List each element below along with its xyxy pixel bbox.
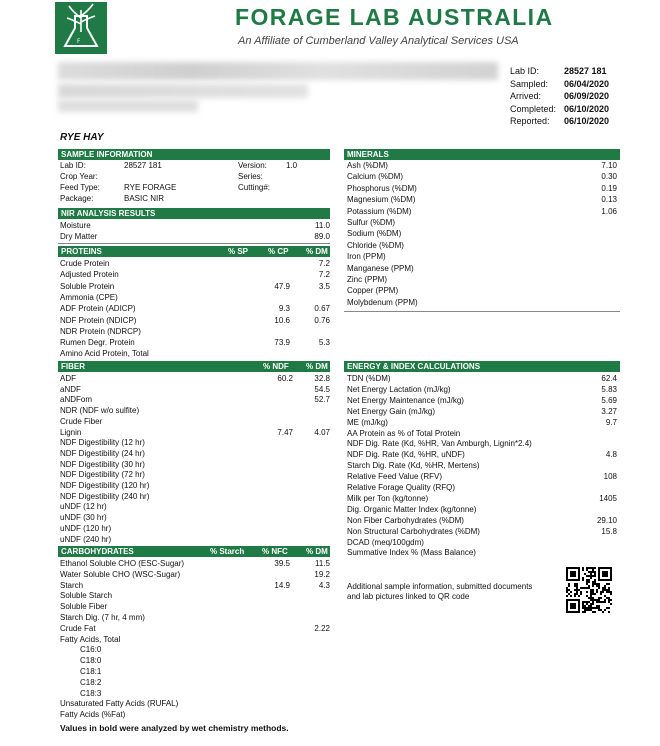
row-label: uNDF (240 hr): [60, 534, 112, 544]
table-row: [347, 373, 619, 384]
row-label: Starch: [60, 580, 84, 590]
table-row: [347, 160, 619, 171]
svg-text:F: F: [77, 38, 81, 45]
row-label: aNDFom: [60, 395, 93, 405]
row-value: 108: [603, 472, 617, 482]
row-label: Net Energy Lactation (mJ/kg): [347, 384, 451, 394]
table-row: [347, 274, 619, 285]
row-label: Fatty Acids (%Fat): [60, 710, 126, 720]
row-label: uNDF (12 hr): [60, 502, 107, 512]
brand-title: FORAGE LAB AUSTRALIA: [235, 4, 554, 30]
row-label: Ethanol Soluble CHO (ESC-Sugar): [60, 559, 185, 568]
row-label: ADF: [60, 374, 76, 383]
meta-value: 06/09/2020: [564, 91, 610, 101]
row-label: Zinc (PPM): [347, 275, 387, 284]
meta-row: [510, 91, 609, 101]
table-row: [347, 240, 619, 251]
row-value-ndf: 7.47: [277, 427, 293, 437]
table-row: [60, 580, 330, 591]
row-value-dm: 2.22: [314, 623, 330, 633]
row-value: 0.13: [601, 195, 617, 205]
row-value-dm: 0.76: [314, 315, 330, 325]
table-row: [60, 315, 330, 326]
row-value: 1405: [599, 493, 617, 503]
table-row: [60, 373, 330, 384]
row-value-nfc: 39.5: [274, 559, 290, 568]
table-row: [60, 623, 330, 634]
row-value-cp: 73.9: [274, 338, 290, 348]
row-label: Soluble Starch: [60, 591, 113, 601]
row-label: C18:0: [80, 656, 102, 666]
row-label: NDF Digestibility (240 hr): [60, 491, 150, 501]
row-label: Manganese (PPM): [347, 263, 414, 273]
row-value-dm: 0.67: [314, 304, 330, 314]
table-row: [347, 406, 619, 417]
table-row: [60, 523, 330, 534]
row-label: Ammonia (CPE): [60, 292, 118, 302]
row-label: Relative Forage Quality (RFQ): [347, 483, 456, 492]
table-row: [60, 634, 330, 645]
row-label: Crude Fat: [60, 623, 96, 633]
row-label: Moisture: [60, 221, 91, 230]
table-row: [347, 217, 619, 228]
meta-label: Lab ID:: [510, 66, 540, 76]
row-value-dm: 3.5: [318, 281, 330, 291]
table-row: [347, 194, 619, 205]
table-row: [60, 501, 330, 512]
table-row: [60, 459, 330, 470]
row-value: 4.8: [605, 450, 617, 460]
row-label: Fatty Acids, Total: [60, 634, 121, 644]
row-value: 15.8: [601, 526, 617, 536]
meta-row: [510, 104, 609, 114]
row-value-cp: 9.3: [278, 304, 290, 314]
row-label: DCAD (meq/100gdm): [347, 537, 424, 547]
table-row: [60, 666, 330, 677]
row-value-dm: 19.2: [314, 569, 330, 579]
row-value: 9.7: [605, 417, 617, 427]
row-label: Rumen Degr. Protein: [60, 338, 135, 348]
table-row: [347, 460, 619, 471]
table-row: [347, 384, 619, 395]
row-label: Unsaturated Fatty Acids (RUFAL): [60, 699, 179, 709]
row-value: 89.0: [314, 232, 330, 241]
table-row: [60, 258, 330, 269]
row-value-dm: 7.2: [318, 259, 330, 268]
row-label: Amino Acid Protein, Total: [60, 349, 149, 359]
sample-info-header: SAMPLE INFORMATION: [58, 149, 330, 160]
table-row: [60, 416, 330, 427]
redacted-client-address: [58, 84, 308, 98]
sample-info-row: Crop Year: Series:: [60, 172, 263, 181]
table-row: [60, 644, 330, 655]
row-value-cp: 47.9: [274, 281, 290, 291]
row-value: 1.06: [601, 206, 617, 216]
table-row: [347, 171, 619, 182]
meta-row: [510, 116, 609, 126]
table-row: [60, 655, 330, 666]
row-label: Sulfur (%DM): [347, 218, 396, 227]
row-label: Non Structural Carbohydrates (%DM): [347, 526, 480, 536]
table-row: [60, 281, 330, 292]
table-row: [347, 471, 619, 482]
row-label: Starch Dig. (7 hr, 4 mm): [60, 613, 145, 622]
table-row: [347, 449, 619, 460]
row-label: aNDF: [60, 384, 81, 394]
row-value: 5.69: [601, 395, 617, 405]
row-value-dm: 32.8: [314, 374, 330, 383]
row-label: Net Energy Gain (mJ/kg): [347, 406, 436, 416]
row-label: AA Protein as % of Total Protein: [347, 428, 461, 438]
table-row: [347, 526, 619, 537]
sample-title: RYE HAY: [60, 132, 104, 143]
row-label: NDF Digestibility (120 hr): [60, 481, 150, 490]
row-label: Molybdenum (PPM): [347, 297, 418, 307]
row-value-dm: 4.3: [318, 580, 330, 590]
row-value-dm: 52.7: [314, 395, 330, 405]
row-label: uNDF (30 hr): [60, 513, 107, 523]
table-row: [60, 688, 330, 699]
row-label: NDF Protein (NDICP): [60, 315, 137, 325]
table-row: [60, 590, 330, 601]
row-label: Magnesium (%DM): [347, 195, 416, 205]
row-label: C18:3: [80, 688, 102, 698]
affiliate-line: An Affiliate of Cumberland Valley Analytical Services USA: [238, 35, 519, 47]
table-row: [347, 263, 619, 274]
table-row: [60, 326, 330, 337]
table-row: [60, 292, 330, 303]
row-label: Summative Index % (Mass Balance): [347, 548, 476, 558]
row-label: NDF Digestibility (30 hr): [60, 459, 145, 469]
table-row: [60, 480, 330, 491]
row-label: Starch Dig. Rate (Kd, %HR, Mertens): [347, 461, 480, 471]
row-label: Phosphorus (%DM): [347, 183, 417, 193]
row-divider: [58, 243, 330, 244]
meta-value: 06/10/2020: [564, 116, 610, 126]
table-row: [347, 547, 619, 558]
row-label: C18:2: [80, 677, 102, 687]
table-row: [60, 231, 330, 242]
table-row: [60, 448, 330, 459]
table-row: [60, 427, 330, 438]
table-row: [60, 348, 330, 359]
table-row: [347, 493, 619, 504]
table-row: [60, 220, 330, 231]
table-row: [347, 285, 619, 296]
row-value: 0.30: [601, 172, 617, 182]
table-row: [60, 558, 330, 569]
row-label: NDF Digestibility (12 hr): [60, 438, 145, 448]
row-label: Relative Feed Value (RFV): [347, 472, 442, 482]
table-row: [347, 395, 619, 406]
row-value: 11.0: [315, 221, 330, 230]
row-value: 3.27: [601, 406, 617, 416]
table-row: [60, 384, 330, 395]
table-row: [347, 206, 619, 217]
row-value-dm: 4.07: [314, 427, 330, 437]
meta-value: 06/10/2020: [564, 103, 610, 114]
row-label: NDR (NDF w/o sulfite): [60, 406, 140, 416]
table-row: [60, 534, 330, 545]
row-label: Copper (PPM): [347, 286, 399, 296]
table-row: [60, 491, 330, 502]
row-label: NDF Dig. Rate (Kd, %HR, Van Amburgh, Lignin*2.4): [347, 439, 532, 449]
row-value-dm: 11.5: [315, 559, 330, 568]
table-row: [347, 428, 619, 439]
row-label: Lignin: [60, 427, 82, 437]
table-row: [60, 394, 330, 405]
meta-value: 06/04/2020: [564, 78, 610, 89]
footnote: Values in bold were analyzed by wet chemistry methods.: [60, 723, 289, 733]
flask-plant-icon: [55, 2, 107, 54]
row-value-nfc: 14.9: [274, 580, 290, 590]
table-row: [60, 269, 330, 280]
fiber-header: FIBER % NDF % DM: [58, 361, 330, 372]
table-row: [347, 438, 619, 449]
row-value: 62.4: [601, 374, 617, 383]
table-row: [347, 297, 619, 308]
row-label: Chloride (%DM): [347, 240, 404, 250]
row-value-dm: 7.2: [318, 270, 330, 280]
row-label: Adjusted Protein: [60, 270, 119, 280]
meta-label: Sampled:: [510, 78, 549, 89]
table-row: [60, 569, 330, 580]
row-label: Dry Matter: [60, 232, 98, 241]
row-label: Crude Protein: [60, 259, 110, 268]
qr-code-icon[interactable]: [566, 567, 612, 613]
meta-row: [510, 66, 607, 76]
row-value-cp: 10.6: [274, 315, 290, 325]
table-row: [347, 537, 619, 548]
sample-info-row: Feed Type: RYE FORAGE Cutting#:: [60, 183, 271, 192]
table-row: [60, 677, 330, 688]
row-label: Water Soluble CHO (WSC-Sugar): [60, 569, 181, 579]
row-label: NDF Dig. Rate (Kd, %HR, uNDF): [347, 450, 465, 460]
table-row: [347, 482, 619, 493]
table-row: [60, 512, 330, 523]
redacted-client-name: [58, 62, 498, 80]
row-label: NDF Digestibility (24 hr): [60, 448, 145, 458]
row-label: NDF Digestibility (72 hr): [60, 470, 145, 480]
row-label: ADF Protein (ADICP): [60, 304, 136, 314]
table-row: [60, 337, 330, 348]
table-row: [347, 251, 619, 262]
row-label: C18:1: [80, 667, 102, 676]
table-row: [347, 417, 619, 428]
row-label: Ash (%DM): [347, 161, 388, 170]
row-label: Crude Fiber: [60, 416, 103, 426]
minerals-header: MINERALS: [344, 149, 620, 160]
table-row: [60, 601, 330, 612]
redacted-client-address: [58, 100, 198, 112]
row-label: Soluble Protein: [60, 281, 115, 291]
row-label: Dig. Organic Matter Index (kg/tonne): [347, 504, 477, 514]
row-label: Non Fiber Carbohydrates (%DM): [347, 515, 464, 525]
proteins-header: PROTEINS % SP % CP % DM: [58, 246, 330, 257]
table-row: [347, 183, 619, 194]
table-row: [60, 405, 330, 416]
row-label: NDR Protein (NDRCP): [60, 326, 141, 336]
row-label: Soluble Fiber: [60, 602, 108, 612]
meta-value: 28527 181: [564, 66, 607, 76]
meta-label: Completed:: [510, 103, 557, 114]
table-row: [60, 698, 330, 709]
row-value: 5.83: [601, 384, 617, 394]
meta-label: Reported:: [510, 116, 550, 126]
table-row: [347, 228, 619, 239]
nir-results-header: NIR ANALYSIS RESULTS: [58, 208, 330, 219]
carbohydrates-header: CARBOHYDRATES % Starch % NFC % DM: [58, 546, 330, 557]
qr-description: Additional sample information, submitted documents and lab pictures linked to QR code: [347, 582, 533, 601]
row-value-dm: 54.5: [314, 384, 330, 394]
row-value: 29.10: [596, 515, 617, 525]
table-row: [60, 709, 330, 720]
table-row: [60, 303, 330, 314]
table-row: [60, 437, 330, 448]
row-value: 0.19: [601, 183, 617, 193]
energy-header: ENERGY & INDEX CALCULATIONS: [344, 361, 620, 372]
row-value: 7.10: [601, 161, 617, 170]
row-label: Iron (PPM): [347, 252, 386, 262]
meta-label: Arrived:: [510, 91, 542, 101]
table-row: [60, 612, 330, 623]
row-divider: [344, 311, 620, 312]
row-label: Net Energy Maintenance (mJ/kg): [347, 395, 464, 405]
table-row: [347, 515, 619, 526]
row-label: Sodium (%DM): [347, 229, 402, 239]
row-label: TDN (%DM): [347, 374, 391, 383]
table-row: [347, 504, 619, 515]
row-label: Calcium (%DM): [347, 172, 403, 182]
row-label: Potassium (%DM): [347, 206, 412, 216]
row-value-dm: 5.3: [318, 338, 330, 348]
meta-row: [510, 79, 609, 89]
row-value-ndf: 60.2: [277, 374, 293, 383]
row-label: ME (mJ/kg): [347, 417, 388, 427]
row-label: uNDF (120 hr): [60, 523, 112, 533]
table-row: [60, 469, 330, 480]
row-label: Milk per Ton (kg/tonne): [347, 493, 429, 503]
sample-info-row: Package: BASIC NIR: [60, 194, 165, 203]
row-label: C16:0: [80, 645, 102, 655]
sample-info-row: Lab ID: 28527 181 Version: 1.0: [60, 161, 298, 170]
